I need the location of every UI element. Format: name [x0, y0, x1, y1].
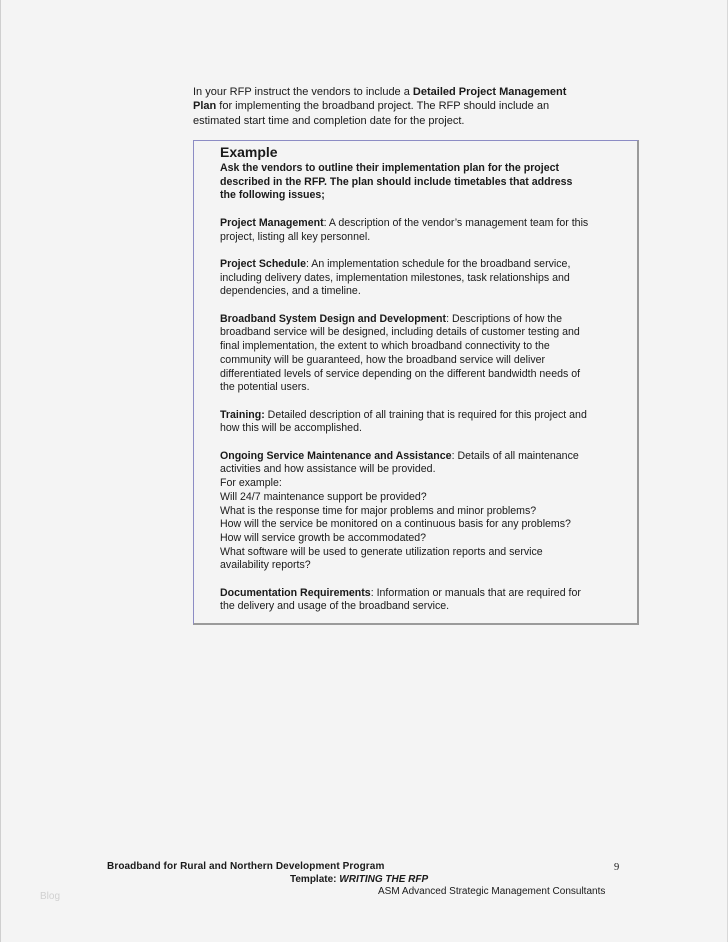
intro-bold-term-cont: Plan: [193, 100, 217, 113]
intro-paragraph: In your RFP instruct the vendors to include a Detailed Project Management Plan for implementing the broadband project. The RFP should include an estimated start time and completion date for the project.: [193, 86, 567, 127]
footer-template-title: WRITING THE RFP: [339, 874, 429, 885]
page-number: 9: [614, 862, 620, 873]
example-box: [193, 140, 639, 625]
section-heading: Ongoing Service Maintenance and Assistance: [220, 449, 452, 462]
section-training: Training: Detailed description of all training that is required for this project and how this will be accomplished.: [220, 408, 587, 435]
page-edge-left: [0, 0, 1, 942]
section-heading: Documentation Requirements: [220, 586, 371, 599]
section-project-schedule: Project Schedule: An implementation schedule for the broadband service, including delivery dates, implementation milestones, task relationships and dependencies, and a timeline.: [220, 257, 571, 298]
footer-program-name: Broadband for Rural and Northern Development Program: [107, 861, 385, 872]
intro-bold-term: Detailed Project Management: [412, 86, 567, 98]
section-system-design: Broadband System Design and Development: Descriptions of how the broadband service will be designed, including details of customer testing and final implementation, the extent to which broadband connectivity to the community will be guaranteed, how the broadband service will deliver differentiated levels of service depending on the different bandwidth needs of the potential users.: [220, 312, 581, 394]
section-heading: Broadband System Design and Development: [220, 312, 447, 325]
footer-template: Template: WRITING THE RFP: [290, 874, 429, 885]
section-maintenance: Ongoing Service Maintenance and Assistance: Details of all maintenance activities and how assistance will be provided. For example: Will 24/7 maintenance support be provided? What is the response time for major problems and minor problems? How will the service be monitored on a continuous basis for any problems? How will service growth be accommodated? What software will be used to generate utilization reports and service availability reports?: [220, 449, 579, 572]
example-lead: Ask the vendors to outline their implementation plan for the project described in the RFP. The plan should include timetables that address the following issues;: [220, 162, 573, 202]
section-heading: Project Management: [220, 216, 324, 229]
footer-company: ASM Advanced Strategic Management Consultants: [378, 886, 606, 897]
section-heading: Project Schedule: [220, 257, 306, 270]
example-title: Example: [220, 144, 278, 160]
section-project-management: Project Management: A description of the vendor’s management team for this project, listing all key personnel.: [220, 216, 589, 243]
watermark-text: Blog: [40, 891, 61, 902]
section-heading: Training:: [220, 408, 265, 421]
section-documentation: Documentation Requirements: Information or manuals that are required for the delivery and usage of the broadband service.: [220, 586, 581, 613]
